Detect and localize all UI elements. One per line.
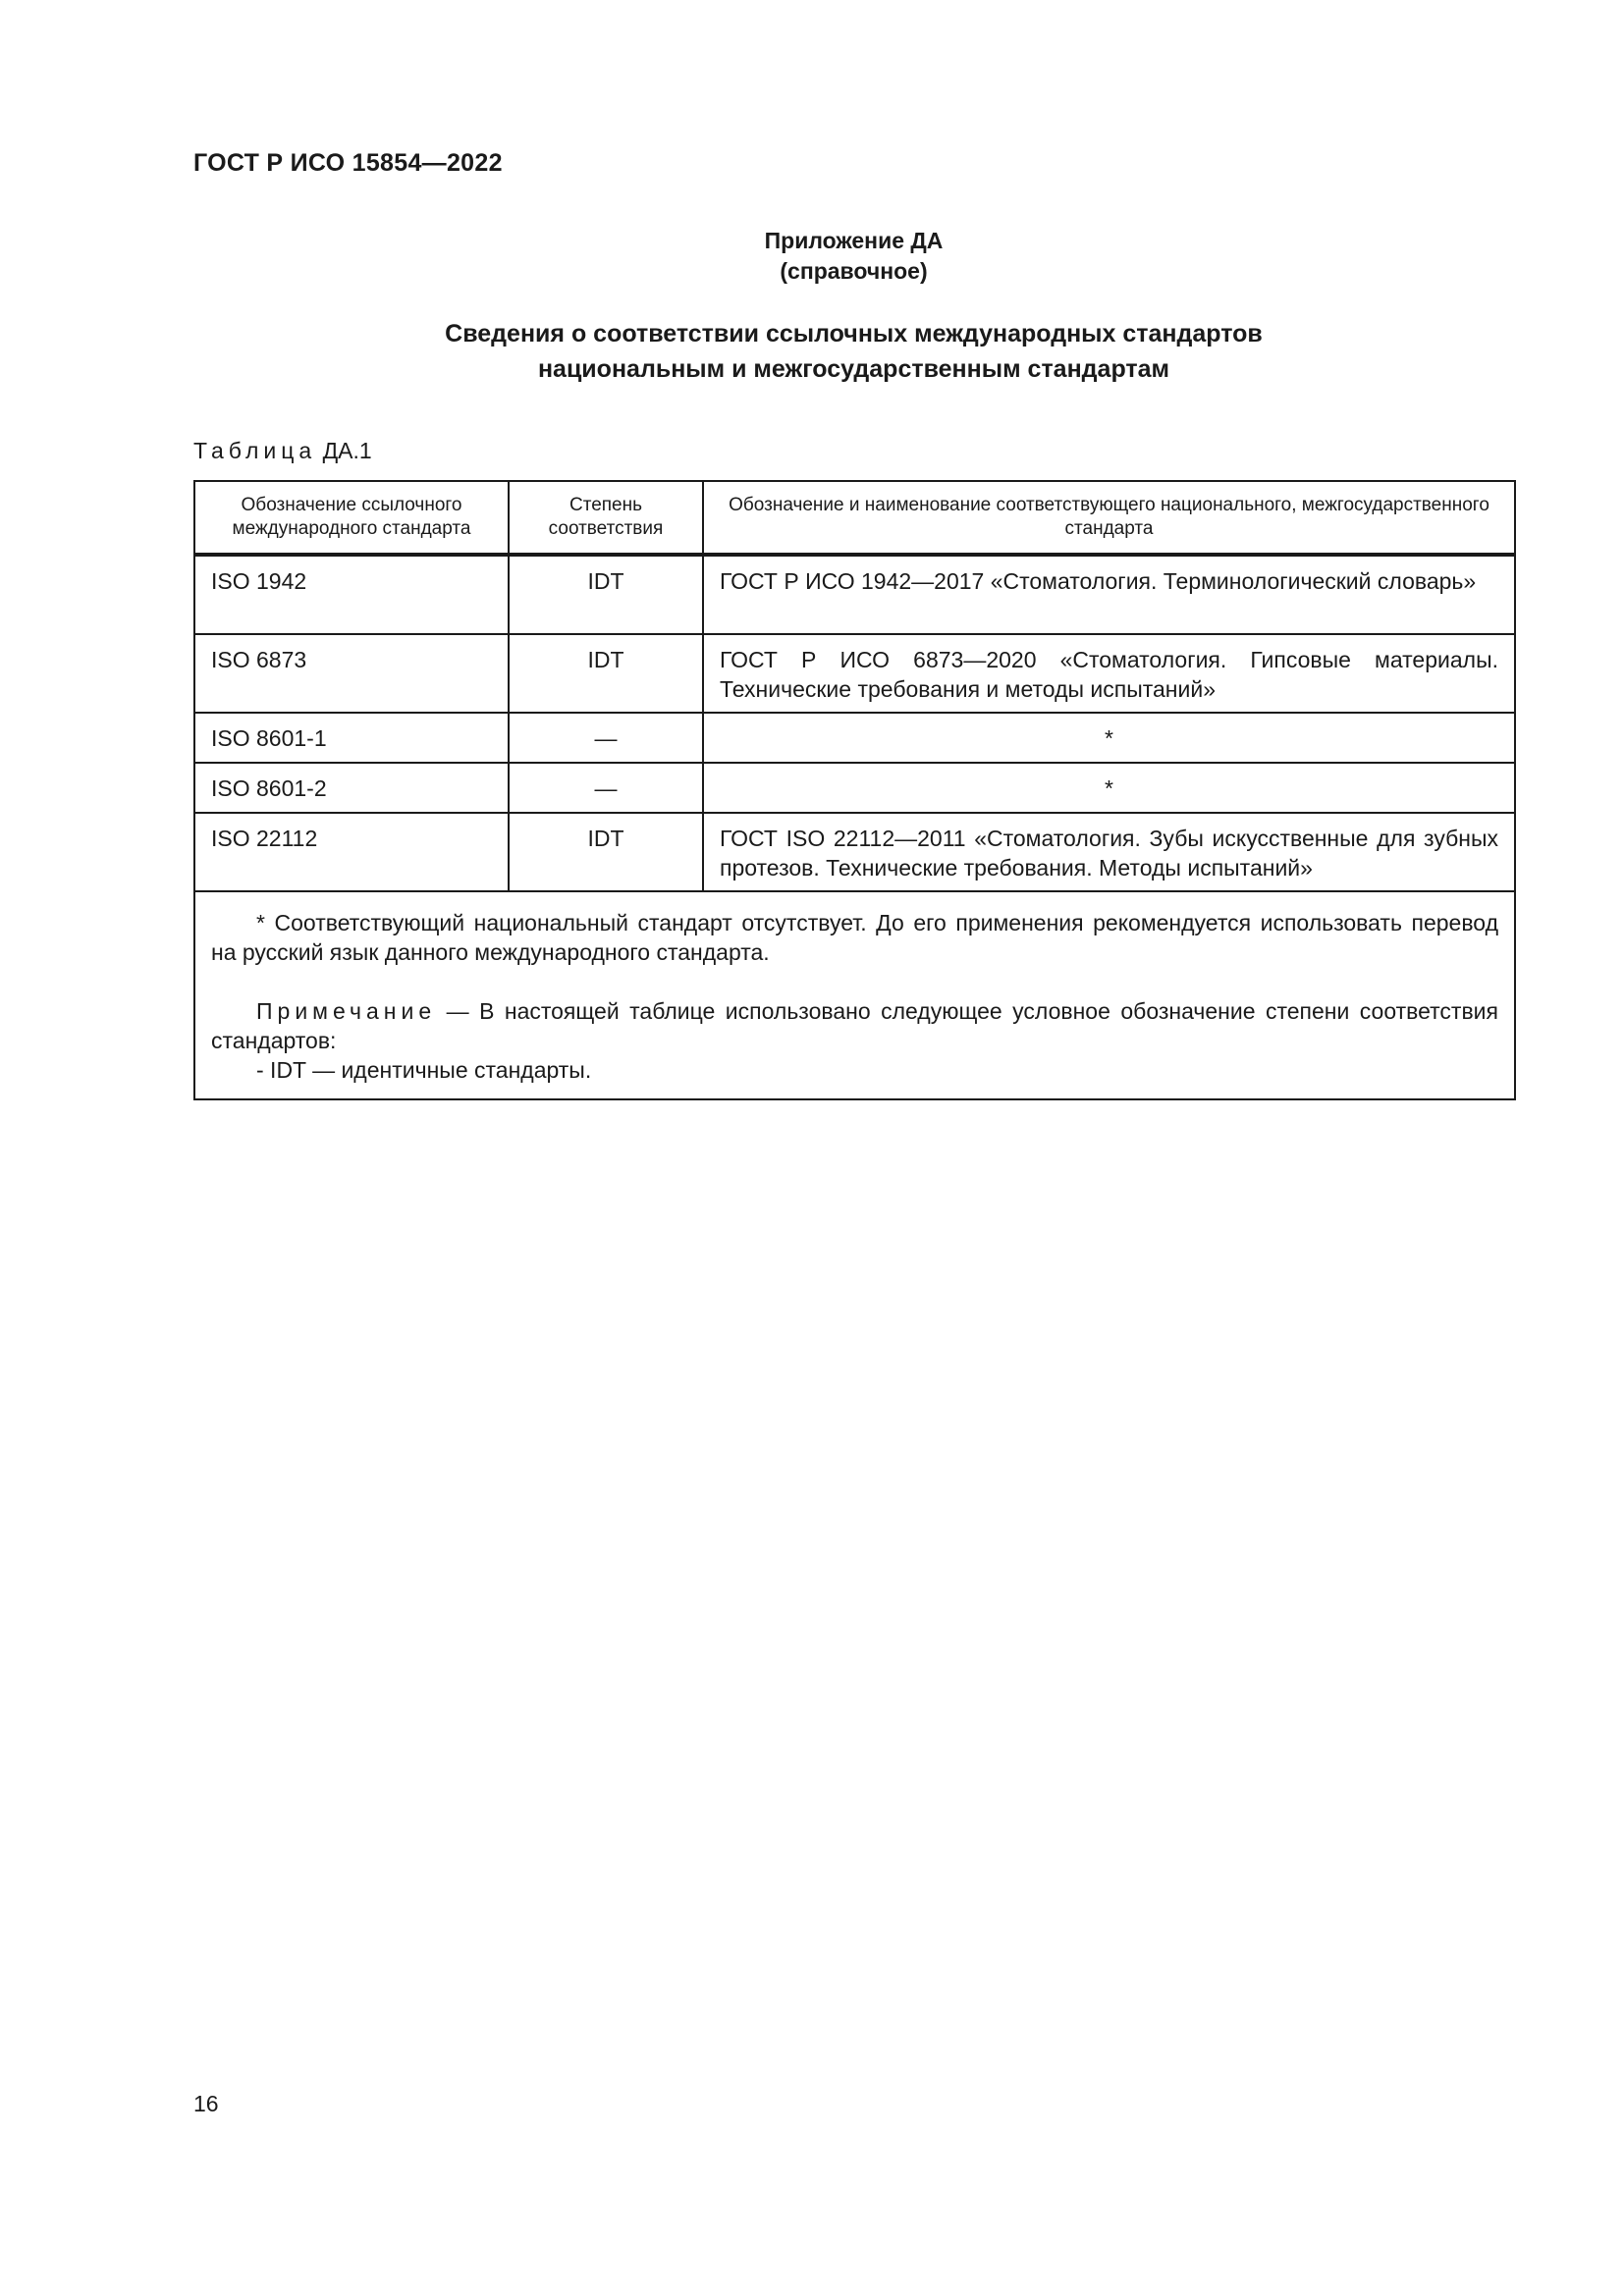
table-caption [193,438,372,464]
table-row [194,713,1515,763]
cell-national: * [703,763,1515,813]
cell-intl: ISO 1942 [194,555,509,634]
table-caption-number: ДА.1 [322,438,372,463]
cell-intl: ISO 22112 [194,813,509,891]
cell-intl: ISO 6873 [194,634,509,713]
section-title-line-1: Сведения о соответствии ссылочных международных стандартов [445,320,1263,347]
table-row [194,555,1515,634]
cell-national: * [703,713,1515,763]
footnote-text: * Соответствующий национальный стандарт отсутствует. До его применения рекомендуется использовать перевод на русский язык данного международного стандарта. [211,910,1498,965]
column-header-intl: Обозначение ссылочного международного стандарта [194,481,509,555]
section-title [193,316,1514,387]
cell-degree: — [509,763,703,813]
cell-degree: IDT [509,555,703,634]
cell-intl: ISO 8601-1 [194,713,509,763]
note-paragraph [211,996,1498,1055]
cell-degree: — [509,713,703,763]
note-list-item: - IDT — идентичные стандарты. [256,1057,592,1083]
cell-degree: IDT [509,813,703,891]
table-row [194,763,1515,813]
appendix-heading [193,226,1514,287]
cell-degree: IDT [509,634,703,713]
cell-intl: ISO 8601-2 [194,763,509,813]
table-caption-word: Таблица [193,438,317,463]
note-text: — В настоящей таблице использовано следующее условное обозначение степени соответствия стандартов: [211,998,1498,1053]
column-header-degree: Степень соответствия [509,481,703,555]
appendix-subtitle: (справочное) [780,258,928,284]
note-label: Примечание [256,998,437,1024]
document-code: ГОСТ Р ИСО 15854—2022 [193,149,503,177]
table-row [194,634,1515,713]
table-footnote-cell [194,891,1515,1099]
table-header-row [194,481,1515,555]
table-row [194,813,1515,891]
cell-national: ГОСТ ISO 22112—2011 «Стоматология. Зубы искусственные для зубных протезов. Технические требования. Методы испытаний» [703,813,1515,891]
table-footnote-row [194,891,1515,1099]
cell-national: ГОСТ Р ИСО 6873—2020 «Стоматология. Гипсовые материалы. Технические требования и методы испытаний» [703,634,1515,713]
correspondence-table [193,480,1516,1100]
appendix-title: Приложение ДА [764,228,944,253]
column-header-national: Обозначение и наименование соответствующего национального, межгосударственного стандарта [703,481,1515,555]
cell-national: ГОСТ Р ИСО 1942—2017 «Стоматология. Терминологический словарь» [703,555,1515,634]
page-number: 16 [193,2091,219,2116]
section-title-line-2: национальным и межгосударственным стандартам [537,355,1170,383]
